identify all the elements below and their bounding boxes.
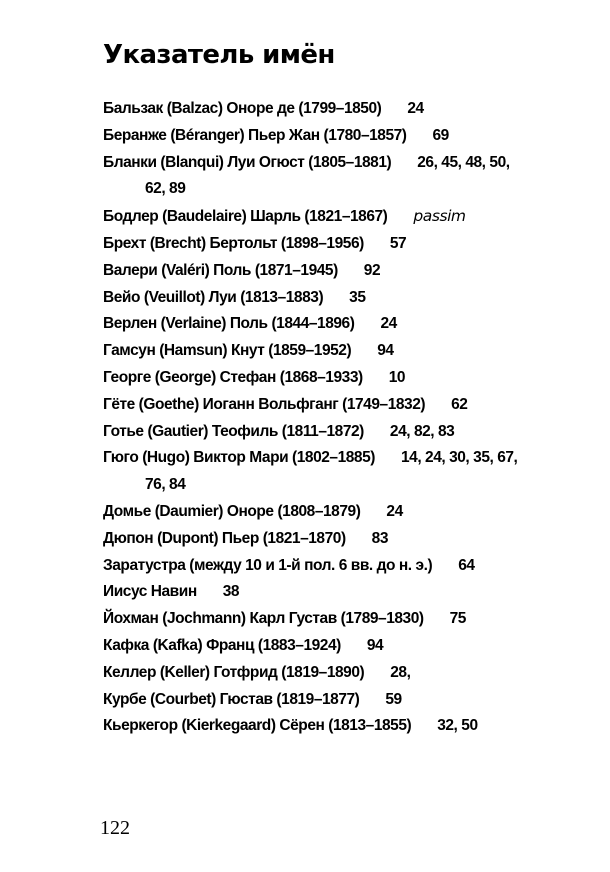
entry-pages: 94 (377, 342, 394, 360)
page-title: Указатель имён (103, 40, 335, 70)
index-entry (103, 553, 523, 580)
index-entry (103, 338, 523, 365)
entry-pages: 35 (349, 288, 366, 306)
entry-pages: 24 (380, 315, 397, 333)
entry-pages: 75 (449, 610, 466, 628)
entry-pages: 92 (363, 261, 381, 279)
index-entry (103, 445, 523, 499)
entry-pages: 59 (385, 690, 402, 708)
index-entry (103, 579, 523, 606)
index-entry (103, 713, 523, 740)
name-index-list (103, 96, 523, 740)
entry-name: Дюпон (Dupont) Пьер (1821–1870) (103, 529, 346, 547)
page-number: 122 (100, 817, 130, 839)
index-entry (103, 123, 523, 150)
entry-name: Верлен (Verlaine) Поль (1844–1896) (103, 315, 355, 333)
entry-name: Заратустра (между 10 и 1-й пол. 6 вв. до н. э.) (103, 556, 433, 574)
index-entry (103, 311, 523, 338)
entry-pages: 28, (390, 663, 411, 681)
entry-name: Вейо (Veuillot) Луи (1813–1883) (103, 288, 324, 306)
entry-name: Гёте (Goethe) Иоганн Вольфганг (1749–1832) (103, 395, 426, 413)
index-entry (103, 203, 523, 231)
index-entry (103, 365, 523, 392)
entry-name: Бодлер (Baudelaire) Шарль (1821–1867) (103, 208, 388, 226)
index-entry (103, 231, 523, 258)
entry-pages: 24, 82, 83 (389, 422, 455, 440)
entry-pages: 57 (389, 234, 407, 252)
index-entry (103, 687, 523, 714)
entry-pages: 94 (366, 636, 384, 654)
entry-name: Гюго (Hugo) Виктор Мари (1802–1885) (103, 449, 375, 467)
entry-pages: 83 (371, 529, 388, 547)
entry-name: Келлер (Keller) Готфрид (1819–1890) (103, 663, 365, 681)
index-entry (103, 285, 523, 312)
entry-name: Иисус Навин (103, 583, 197, 601)
index-entry (103, 660, 523, 687)
entry-name: Готье (Gautier) Теофиль (1811–1872) (103, 422, 364, 440)
entry-name: Брехт (Brecht) Бертольт (1898–1956) (103, 234, 364, 252)
entry-pages: 64 (458, 556, 475, 574)
entry-pages: 26, 45, 48, 50, 62, 89 (145, 153, 510, 198)
index-entry (103, 633, 523, 660)
entry-pages: passim (413, 207, 466, 226)
entry-pages: 38 (222, 583, 240, 601)
index-entry (103, 419, 523, 446)
entry-name: Бланки (Blanqui) Луи Огюст (1805–1881) (103, 153, 392, 171)
entry-name: Курбе (Courbet) Гюстав (1819–1877) (103, 690, 360, 708)
index-entry (103, 499, 523, 526)
entry-name: Кьеркегор (Kierkegaard) Сёрен (1813–1855) (103, 717, 412, 735)
entry-pages: 24 (386, 502, 403, 520)
entry-pages: 10 (388, 368, 406, 386)
index-entry (103, 526, 523, 553)
index-entry (103, 150, 523, 204)
entry-name: Йохман (Jochmann) Карл Густав (1789–1830) (103, 610, 424, 628)
index-entry (103, 258, 523, 285)
entry-name: Домье (Daumier) Оноре (1808–1879) (103, 502, 361, 520)
index-entry (103, 606, 523, 633)
entry-name: Кафка (Kafka) Франц (1883–1924) (103, 636, 341, 654)
index-entry (103, 96, 523, 123)
entry-name: Бальзак (Balzac) Оноре де (1799–1850) (103, 100, 382, 117)
entry-name: Гамсун (Hamsun) Кнут (1859–1952) (103, 342, 352, 360)
entry-pages: 14, 24, 30, 35, 67, 76, 84 (145, 449, 518, 494)
entry-pages: 62 (451, 395, 468, 413)
entry-pages: 24 (407, 100, 424, 117)
index-entry (103, 392, 523, 419)
entry-name: Валери (Valéri) Поль (1871–1945) (103, 261, 338, 279)
entry-name: Беранже (Béranger) Пьер Жан (1780–1857) (103, 126, 407, 144)
entry-pages: 32, 50 (437, 717, 478, 735)
entry-name: Георге (George) Стефан (1868–1933) (103, 368, 363, 386)
entry-pages: 69 (432, 126, 449, 144)
